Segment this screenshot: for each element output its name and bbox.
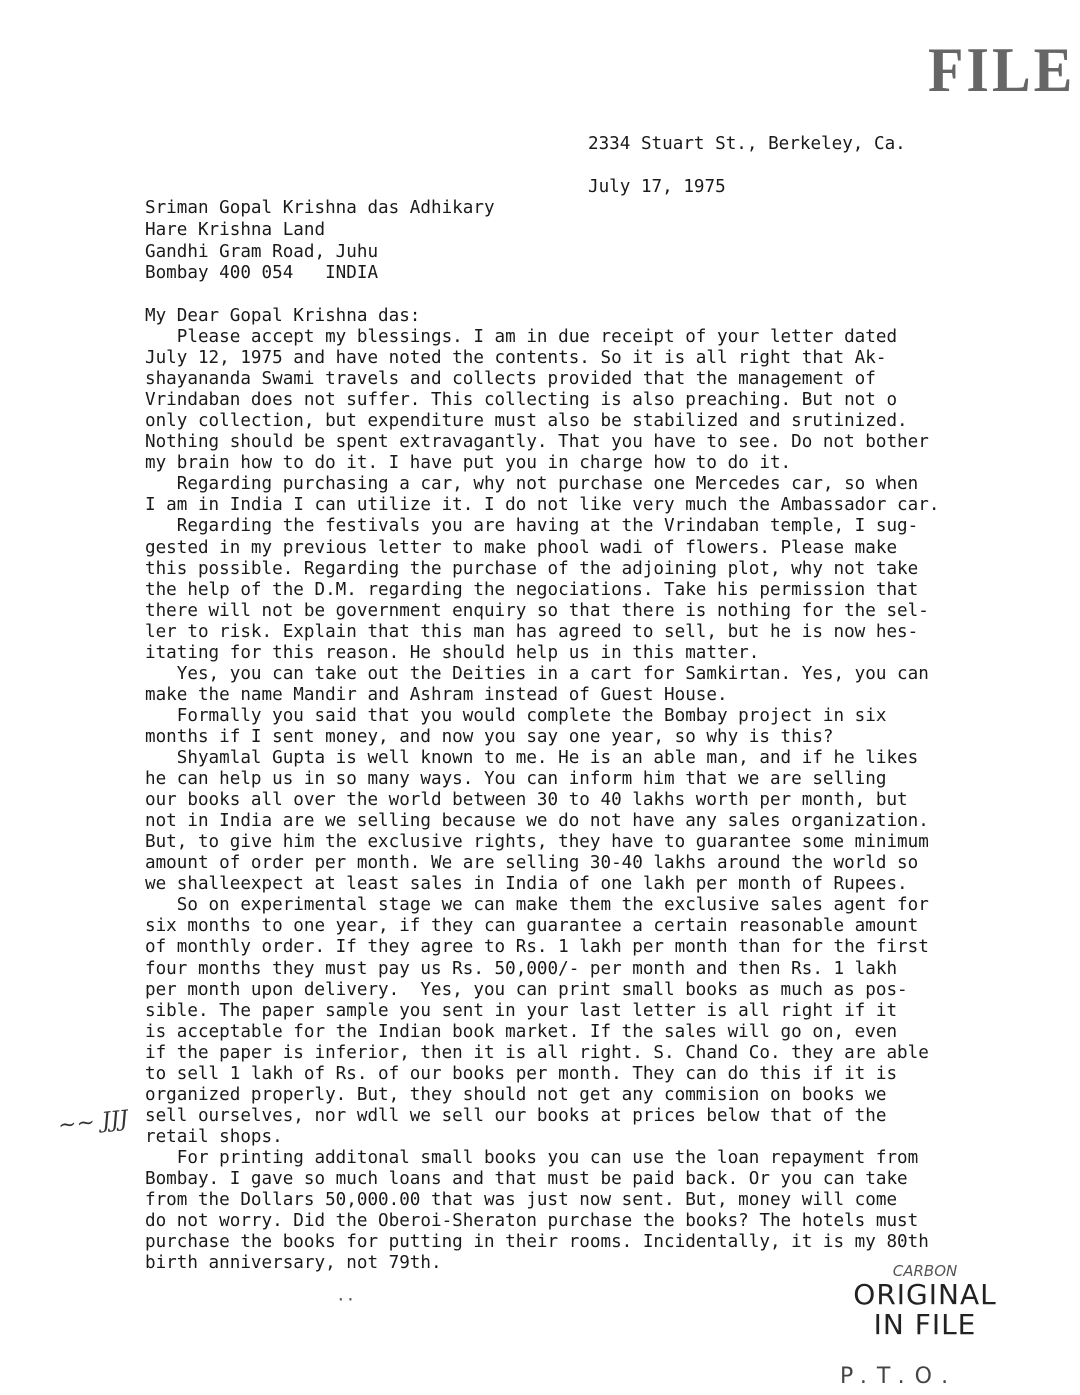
handwritten-margin-mark <box>57 1106 130 1138</box>
body-line: months if I sent money, and now you say one year, so why is this? <box>145 726 834 747</box>
file-stamp-text: FILE <box>928 33 1076 106</box>
body-line: our books all over the world between 30 to 40 lakhs worth per month, but <box>145 790 908 811</box>
body-line: not in India are we selling because we do not have any sales organization. <box>145 811 929 832</box>
recipient-line: Sriman Gopal Krishna das Adhikary <box>145 198 495 218</box>
file-stamp <box>928 33 1076 126</box>
body-line: organized properly. But, they should not get any commision on books we <box>145 1084 887 1105</box>
body-line: from the Dollars 50,000.00 that was just now sent. But, money will come <box>145 1190 898 1211</box>
body-line: gested in my previous letter to make phool wadi of flowers. Please make <box>145 537 898 558</box>
body-line: For printing additonal small books you can use the loan repayment from <box>145 1147 919 1168</box>
body-line: birth anniversary, not 79th. <box>145 1253 442 1274</box>
margin-mark-text: ~~ JJJ <box>56 1106 130 1139</box>
carbon-stamp-text: CARBON <box>892 1262 958 1280</box>
body-line: there will not be government enquiry so that there is nothing for the sel- <box>145 600 929 621</box>
body-line: if the paper is inferior, then it is all right. S. Chand Co. they are able <box>145 1042 929 1063</box>
recipient-line: Bombay 400 054 INDIA <box>145 263 379 283</box>
letter-date: July 17, 1975 <box>588 177 726 197</box>
body-line: shayananda Swami travels and collects provided that the management of <box>145 369 876 390</box>
body-line: to sell 1 lakh of Rs. of our books per month. They can do this if it is <box>145 1063 898 1084</box>
body-line: Regarding the festivals you are having at the Vrindaban temple, I sug- <box>145 516 919 537</box>
body-line: the help of the D.M. regarding the negociations. Take his permission that <box>145 579 919 600</box>
body-line: So on experimental stage we can make them the exclusive sales agent for <box>145 895 929 916</box>
body-line: he can help us in so many ways. You can inform him that we are selling <box>145 769 887 790</box>
body-line: my brain how to do it. I have put you in charge how to do it. <box>145 453 792 474</box>
body-line: Formally you said that you would complete the Bombay project in six <box>145 705 887 726</box>
body-line: amount of order per month. We are selling 30-40 lakhs around the world so <box>145 853 919 874</box>
sender-address: 2334 Stuart St., Berkeley, Ca. <box>588 134 906 154</box>
body-line: sell ourselves, nor wdll we sell our books at prices below that of the <box>145 1105 887 1126</box>
body-line: Nothing should be spent extravagantly. That you have to see. Do not bother <box>145 432 929 453</box>
body-line: itating for this reason. He should help us in this matter. <box>145 642 760 663</box>
original-in-file-stamp <box>840 1262 1010 1340</box>
recipient-line: Hare Krishna Land <box>145 220 326 240</box>
body-line: But, to give him the exclusive rights, they have to guarantee some minimum <box>145 832 929 853</box>
body-line: this possible. Regarding the purchase of the adjoining plot, why not take <box>145 558 919 579</box>
body-line: of monthly order. If they agree to Rs. 1 lakh per month than for the first <box>145 937 929 958</box>
body-line: Please accept my blessings. I am in due receipt of your letter dated <box>145 327 898 347</box>
recipient-line: Gandhi Gram Road, Juhu <box>145 242 379 262</box>
body-line: retail shops. <box>145 1126 283 1147</box>
body-line: ler to risk. Explain that this man has agreed to sell, but he is now hes- <box>145 621 919 642</box>
body-line: Shyamlal Gupta is well known to me. He is an able man, and if he likes <box>145 748 919 768</box>
body-line: four months they must pay us Rs. 50,000/- per month and then Rs. 1 lakh <box>145 958 898 979</box>
in-file-stamp-text: IN FILE <box>873 1308 977 1341</box>
pto-mark: P.T.O. <box>840 1364 959 1389</box>
body-line: make the name Mandir and Ashram instead of Guest House. <box>145 684 728 705</box>
body-line: sible. The paper sample you sent in your last letter is all right if it <box>145 1000 898 1021</box>
body-line: Yes, you can take out the Deities in a cart for Samkirtan. Yes, you can <box>145 663 929 684</box>
stray-marks: ·· <box>336 1290 356 1309</box>
original-stamp-text: ORIGINAL <box>853 1278 997 1311</box>
body-line: Regarding purchasing a car, why not purchase one Mercedes car, so when <box>145 474 919 495</box>
body-line: July 12, 1975 and have noted the contents. So it is all right that Ak- <box>145 348 887 369</box>
body-line: per month upon delivery. Yes, you can print small books as much as pos- <box>145 979 908 1000</box>
body-line: six months to one year, if they can guarantee a certain reasonable amount <box>145 916 919 937</box>
body-line: Vrindaban does not suffer. This collecting is also preaching. But not o <box>145 390 898 411</box>
body-line: only collection, but expenditure must also be stabilized and srutinized. <box>145 411 908 432</box>
body-line: do not worry. Did the Oberoi-Sheraton purchase the books? The hotels must <box>145 1211 919 1232</box>
body-line: Bombay. I gave so much loans and that must be paid back. Or you can take <box>145 1169 908 1189</box>
body-line: I am in India I can utilize it. I do not like very much the Ambassador car. <box>145 495 940 516</box>
body-line: purchase the books for putting in their rooms. Incidentally, it is my 80th <box>145 1232 929 1253</box>
salutation: My Dear Gopal Krishna das: <box>145 306 421 326</box>
body-line: we shalleexpect at least sales in India of one lakh per month of Rupees. <box>145 874 908 895</box>
body-line: is acceptable for the Indian book market. If the sales will go on, even <box>145 1021 898 1042</box>
